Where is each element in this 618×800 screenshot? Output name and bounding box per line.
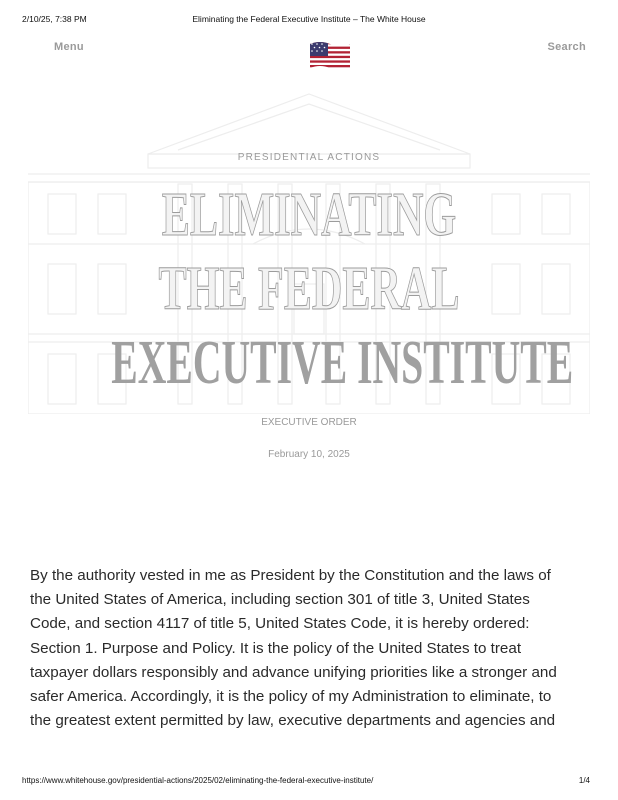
page-title-line-2: THE FEDERAL bbox=[158, 255, 460, 323]
print-url: https://www.whitehouse.gov/presidential-actions/2025/02/eliminating-the-federal-executive-institute/ bbox=[22, 776, 374, 785]
page-number: 1/4 bbox=[578, 776, 590, 785]
page-title-line-1: ELIMINATING bbox=[161, 181, 457, 249]
order-date: February 10, 2025 bbox=[268, 449, 350, 460]
body-line: Code, and section 4117 of title 5, United States Code, it is hereby ordered: bbox=[30, 615, 530, 633]
page-title bbox=[0, 181, 618, 406]
menu-button[interactable]: Menu bbox=[54, 41, 84, 53]
body-line: taxpayer dollars responsibly and advance unifying priorities like a stronger and bbox=[30, 663, 557, 681]
body-line: By the authority vested in me as President by the Constitution and the laws of bbox=[30, 567, 551, 584]
search-button[interactable]: Search bbox=[547, 41, 586, 53]
print-header bbox=[0, 14, 618, 28]
body-line: the greatest extent permitted by law, executive departments and agencies and bbox=[30, 712, 556, 730]
american-flag-icon[interactable] bbox=[308, 40, 352, 72]
print-document-title: Eliminating the Federal Executive Institute – The White House bbox=[192, 14, 426, 24]
body-line: Section 1. Purpose and Policy. It is the policy of the United States to treat bbox=[30, 639, 522, 657]
body-line: the United States of America, including section 301 of title 3, United States bbox=[30, 591, 530, 609]
order-type-label: EXECUTIVE ORDER bbox=[261, 417, 357, 428]
order-body-text bbox=[30, 564, 590, 733]
page-title-line-3: EXECUTIVE INSTITUTE bbox=[111, 329, 574, 397]
body-line: safer America. Accordingly, it is the policy of my Administration to eliminate, to bbox=[30, 688, 552, 706]
category-label: PRESIDENTIAL ACTIONS bbox=[237, 152, 381, 163]
print-date: 2/10/25, 7:38 PM bbox=[22, 14, 87, 24]
